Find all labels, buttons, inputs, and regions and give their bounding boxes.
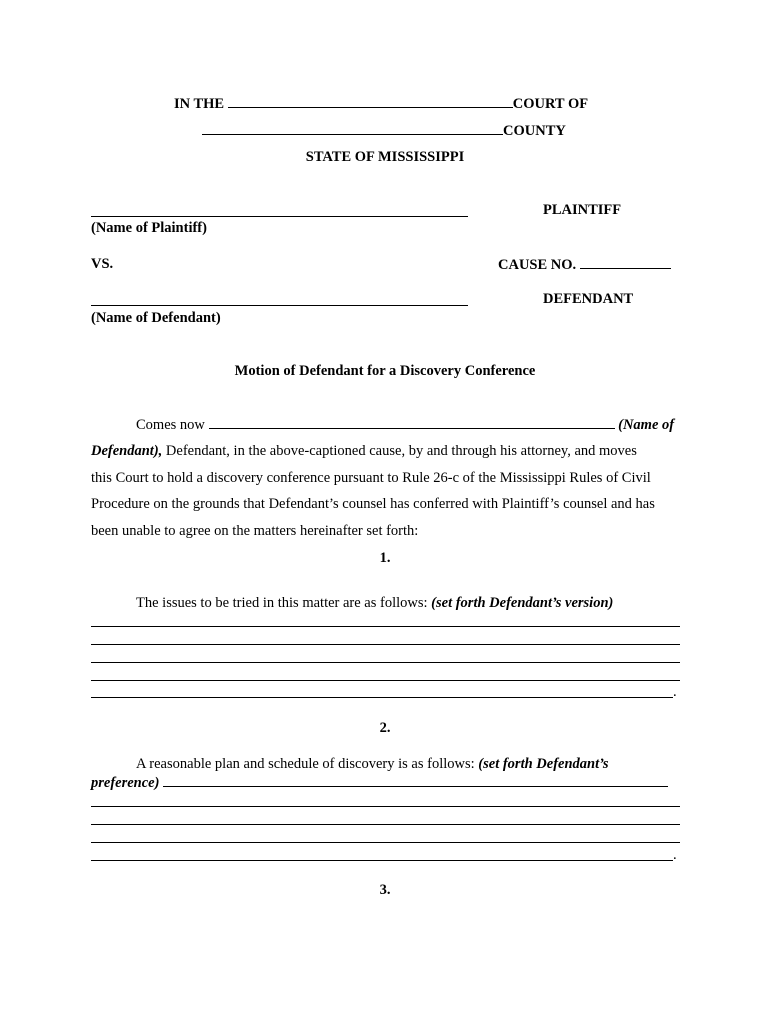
name-of-italic: (Name of [618, 417, 675, 433]
section-1-blank-line[interactable] [91, 697, 673, 698]
defendant-name-blank[interactable] [91, 305, 468, 306]
intro-line-2-text: Defendant, in the above-captioned cause, by and through his attorney, and moves [165, 443, 637, 459]
section-1-text: The issues to be tried in this matter are as follows: [136, 595, 428, 611]
plaintiff-label: PLAINTIFF [543, 202, 622, 218]
section-1-blank-line[interactable] [91, 626, 680, 627]
defendant-label: DEFENDANT [543, 291, 634, 307]
court-line [174, 95, 588, 113]
section-1-blank-line[interactable] [91, 662, 680, 663]
name-of-defendant-label: (Name of Defendant) [91, 310, 221, 326]
defendant-name-fill-blank[interactable] [209, 416, 615, 429]
cause-no-blank[interactable] [580, 256, 671, 269]
cause-no-line [498, 256, 671, 274]
intro-line-1 [136, 416, 674, 434]
section-1-blank-line[interactable] [91, 680, 680, 681]
document-title: Motion of Defendant for a Discovery Conference [234, 363, 536, 379]
section-1-period: . [673, 684, 677, 700]
intro-line-5: been unable to agree on the matters hereinafter set forth: [91, 523, 419, 539]
intro-line-3: this Court to hold a discovery conference pursuant to Rule 26-c of the Mississippi Rules of Civil [91, 470, 651, 486]
section-2-first-blank[interactable] [163, 774, 668, 787]
section-2-blank-line[interactable] [91, 824, 680, 825]
vs-label: VS. [91, 256, 114, 272]
section-1-number: 1. [379, 550, 391, 566]
name-of-plaintiff-label: (Name of Plaintiff) [91, 220, 207, 236]
comes-now-text: Comes now [136, 417, 205, 433]
state-heading: STATE OF MISSISSIPPI [305, 149, 465, 165]
plaintiff-name-blank[interactable] [91, 216, 468, 217]
section-2-period: . [673, 847, 677, 863]
county-name-blank[interactable] [202, 122, 503, 135]
section-2-instruction-a: (set forth Defendant’s [478, 756, 609, 772]
section-1-blank-line[interactable] [91, 644, 680, 645]
section-1-text-line [136, 595, 613, 612]
section-3-number: 3. [379, 882, 391, 898]
intro-line-2 [91, 443, 637, 460]
section-2-blank-line[interactable] [91, 842, 680, 843]
cause-no-label: CAUSE NO. [498, 257, 577, 273]
section-2-instruction-b: preference) [91, 775, 160, 791]
court-of-label: COURT OF [512, 96, 589, 112]
section-1-instruction: (set forth Defendant’s version) [431, 595, 614, 611]
county-label: COUNTY [503, 123, 566, 139]
in-the-label: IN THE [174, 96, 225, 112]
court-name-blank[interactable] [228, 95, 513, 108]
intro-line-4: Procedure on the grounds that Defendant’s counsel has conferred with Plaintiff’s counsel and has [91, 496, 655, 512]
defendant-italic: Defendant), [91, 443, 163, 459]
section-2-number: 2. [379, 720, 391, 736]
section-2-blank-line[interactable] [91, 806, 680, 807]
section-2-text-line-2 [91, 774, 668, 792]
section-2-text: A reasonable plan and schedule of discovery is as follows: [136, 756, 475, 772]
section-2-text-line [136, 756, 609, 773]
county-line [202, 122, 566, 140]
section-2-blank-line[interactable] [91, 860, 673, 861]
